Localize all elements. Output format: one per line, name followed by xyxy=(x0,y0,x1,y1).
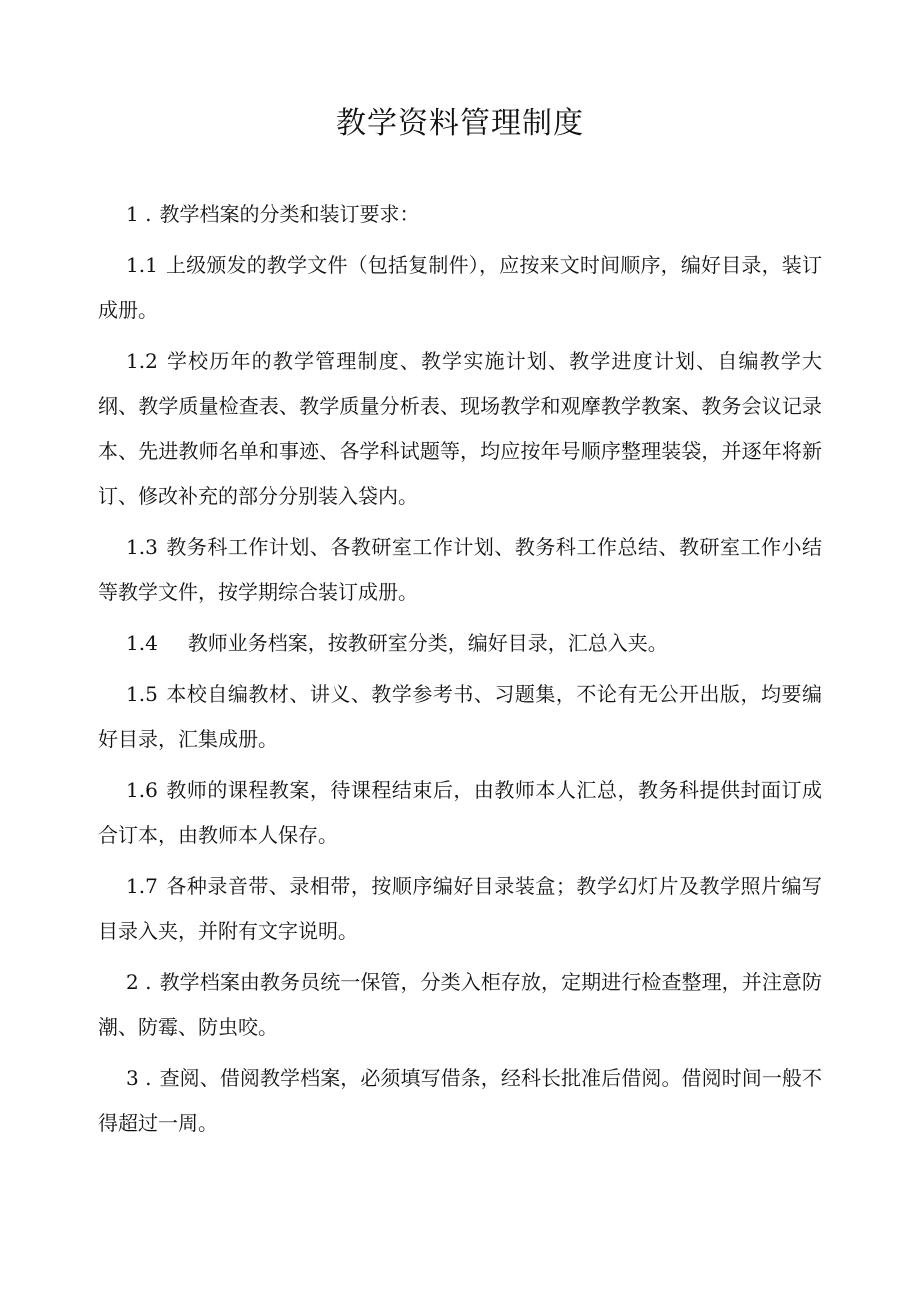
paragraph-text: 教学档案由教务员统一保管，分类入柜存放，定期进行检查整理，并注意防潮、防霉、防虫咬。 xyxy=(98,970,822,1039)
paragraph-text: 教务科工作计划、各教研室工作计划、教务科工作总结、教研室工作小结等教学文件，按学期综合装订成册。 xyxy=(98,535,822,604)
paragraph-1-5 xyxy=(98,672,822,762)
paragraph-2 xyxy=(98,960,822,1050)
paragraph-text: 教学档案的分类和装订要求： xyxy=(159,202,420,226)
document-body xyxy=(98,192,822,1152)
paragraph-number: 1.6 xyxy=(126,778,158,802)
paragraph-1-3 xyxy=(98,525,822,615)
paragraph-3 xyxy=(98,1056,822,1146)
paragraph-number: 2 . xyxy=(126,970,152,994)
paragraph-text: 查阅、借阅教学档案，必须填写借条，经科长批准后借阅。借阅时间一般不得超过一周。 xyxy=(98,1066,822,1135)
paragraph-text: 教师的课程教案，待课程结束后，由教师本人汇总，教务科提供封面订成合订本，由教师本人保存。 xyxy=(98,778,822,847)
paragraph-number: 1.7 xyxy=(126,874,158,898)
paragraph-1-4 xyxy=(98,621,822,666)
paragraph-text: 教师业务档案，按教研室分类，编好目录，汇总入夹。 xyxy=(187,631,668,655)
paragraph-number: 1.4 xyxy=(126,631,158,655)
document-title: 教学资料管理制度 xyxy=(336,106,584,141)
paragraph-number: 1.2 xyxy=(126,349,158,373)
paragraph-text: 学校历年的教学管理制度、教学实施计划、教学进度计划、自编教学大纲、教学质量检查表、教学质量分析表、现场教学和观摩教学教案、教务会议记录本、先进教师名单和事迹、各学科试题等，均应按年号顺序整理装袋，并逐年将新订、修改补充的部分分别装入袋内。 xyxy=(98,349,822,508)
paragraph-1-1 xyxy=(98,243,822,333)
paragraph-1 xyxy=(98,192,822,237)
paragraph-text: 上级颁发的教学文件（包括复制件），应按来文时间顺序，编好目录，装订成册。 xyxy=(98,253,822,322)
paragraph-1-6 xyxy=(98,768,822,858)
paragraph-text: 各种录音带、录相带，按顺序编好目录装盒；教学幻灯片及教学照片编写目录入夹，并附有文字说明。 xyxy=(98,874,822,943)
paragraph-1-2 xyxy=(98,339,822,519)
paragraph-number: 1.3 xyxy=(126,535,158,559)
paragraph-number: 1.1 xyxy=(126,253,158,277)
paragraph-1-7 xyxy=(98,864,822,954)
paragraph-number: 1 . xyxy=(126,202,152,226)
paragraph-number: 1.5 xyxy=(126,682,158,706)
paragraph-number: 3 . xyxy=(126,1066,152,1090)
paragraph-text: 本校自编教材、讲义、教学参考书、习题集，不论有无公开出版，均要编好目录，汇集成册。 xyxy=(98,682,822,751)
